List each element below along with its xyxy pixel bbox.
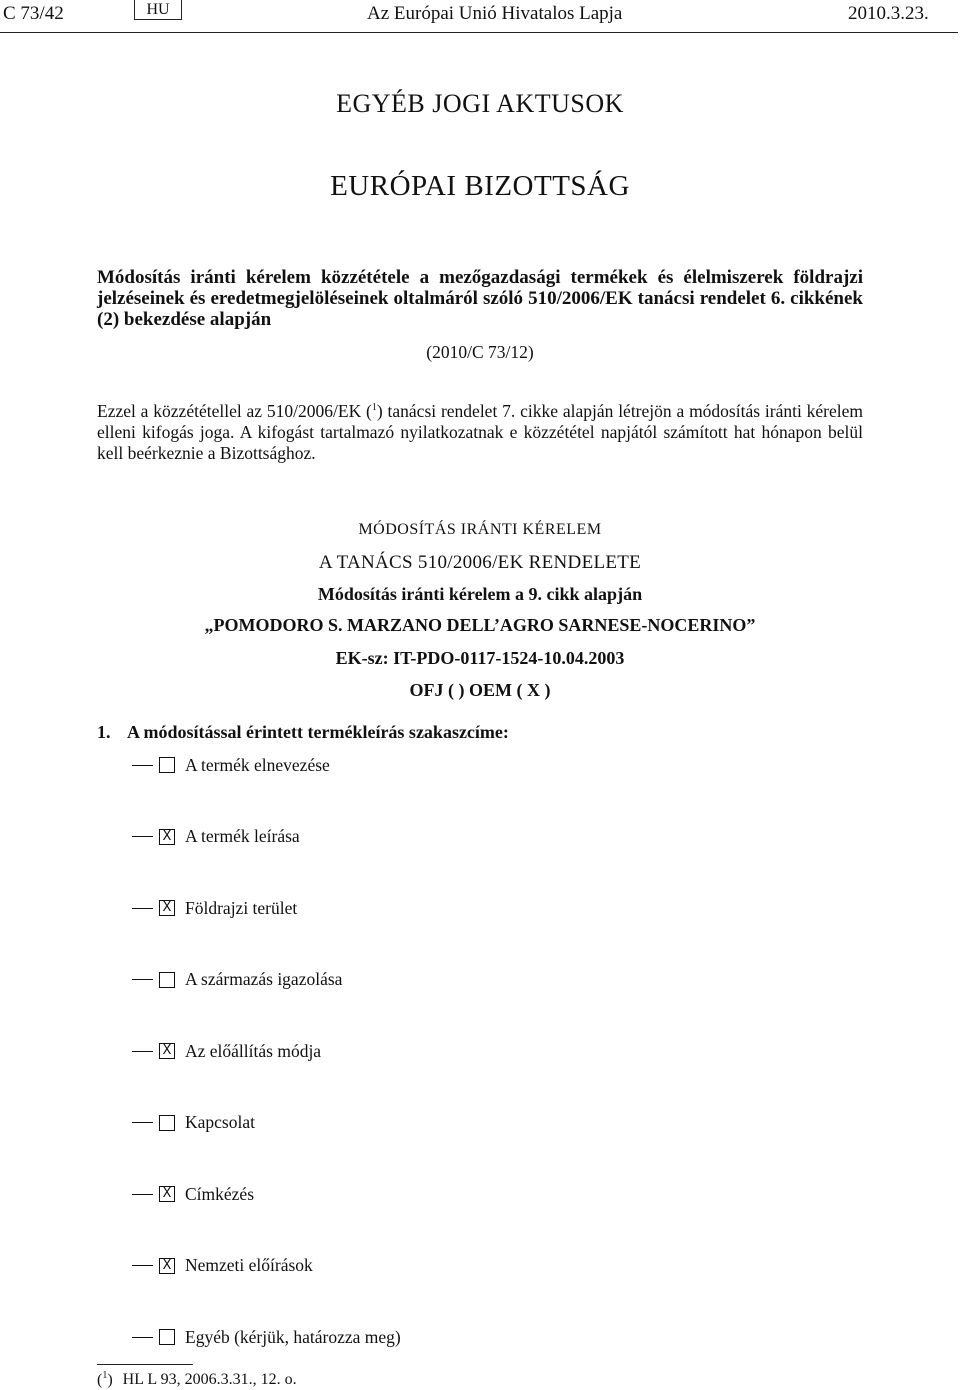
dash-icon: [132, 908, 153, 909]
list-item: [132, 1039, 321, 1063]
item-label: Kapcsolat: [185, 1112, 255, 1132]
dash-icon: [132, 979, 153, 980]
empty-box-icon: [159, 1115, 175, 1131]
dash-icon: [132, 1051, 153, 1052]
list-item: [132, 1182, 254, 1206]
dash-icon: [132, 836, 153, 837]
notice-title: Módosítás iránti kérelem közzététele a mezőgazdasági termékek és élelmiszerek földrajzi jelzéseinek és eredetmegjelöléseinek oltalmáról szóló 510/2006/EK tanácsi rendelet 6. cikkének (2) bekezdése alapján: [97, 267, 863, 330]
footnote: ($^1$) HL L 93, 2006.3.31., 12. o.: [97, 1370, 297, 1389]
list-item: [132, 896, 297, 920]
article-line: Módosítás iránti kérelem a 9. cikk alapján: [317, 584, 643, 604]
item-label: A termék leírása: [185, 826, 300, 846]
dash-icon: [132, 1122, 153, 1123]
header-rule: [0, 32, 958, 33]
list-item: [132, 1325, 401, 1349]
list-item: [132, 968, 342, 992]
item-label: Címkézés: [185, 1183, 255, 1204]
section-1-heading: 1. A módosítással érintett termékleírás szakaszcíme:: [97, 722, 509, 742]
journal-title: Az Európai Unió Hivatalos Lapja: [367, 3, 623, 24]
product-name: „POMODORO S. MARZANO DELL’AGRO SARNESE-NOCERINO”: [204, 615, 756, 635]
regulation-title: A TANÁCS 510/2006/EK RENDELETE: [318, 552, 642, 573]
list-item: [132, 753, 330, 777]
checked-box-icon: X: [159, 829, 175, 845]
empty-box-icon: [159, 1329, 175, 1345]
checked-box-icon: X: [159, 1043, 175, 1059]
section-title: EGYÉB JOGI AKTUSOK: [336, 89, 624, 118]
item-label: Földrajzi terület: [185, 897, 298, 918]
checked-box-icon: X: [159, 1258, 175, 1274]
institution-title: EURÓPAI BIZOTTSÁG: [330, 170, 630, 202]
dash-icon: [132, 1265, 153, 1266]
item-label: Nemzeti előírások: [185, 1255, 313, 1275]
notice-reference: (2010/C 73/12): [426, 342, 534, 362]
item-label: A származás igazolása: [185, 969, 343, 989]
designation: OFJ ( ) OEM ( X ): [409, 680, 551, 700]
ec-number: EK-sz: IT-PDO-0117-1524-10.04.2003: [335, 648, 625, 668]
item-label: Az előállítás módja: [185, 1040, 322, 1061]
empty-box-icon: [159, 757, 175, 773]
page-reference: C 73/42: [3, 3, 64, 24]
intro-paragraph: Ezzel a közzététellel az 510/2006/EK ($^1$) tanácsi rendelet 7. cikke alapján létrejön a módosítás iránti kérelem elleni kifogás joga. A kifogást tartalmazó nyilatkozatnak e közzététel napjától számított hat hónapon belül kell beérkeznie a Bizottsághoz.: [97, 400, 863, 463]
item-label: Egyéb (kérjük, határozza meg): [185, 1326, 401, 1347]
dash-icon: [132, 765, 153, 766]
checked-box-icon: X: [159, 900, 175, 916]
footnote-rule: [97, 1364, 193, 1365]
item-label: A termék elnevezése: [185, 754, 330, 775]
dash-icon: [132, 1194, 153, 1195]
dash-icon: [132, 1337, 153, 1338]
publication-date: 2010.3.23.: [848, 3, 929, 24]
footnote-marker: 1: [371, 402, 377, 413]
request-heading: MÓDOSÍTÁS IRÁNTI KÉRELEM: [358, 521, 602, 538]
empty-box-icon: [159, 972, 175, 988]
list-item: [132, 1111, 255, 1135]
language-code: HU: [134, 0, 182, 20]
list-item: [132, 825, 300, 849]
list-item: [132, 1254, 313, 1278]
checked-box-icon: X: [159, 1186, 175, 1202]
page-header: [0, 0, 960, 34]
